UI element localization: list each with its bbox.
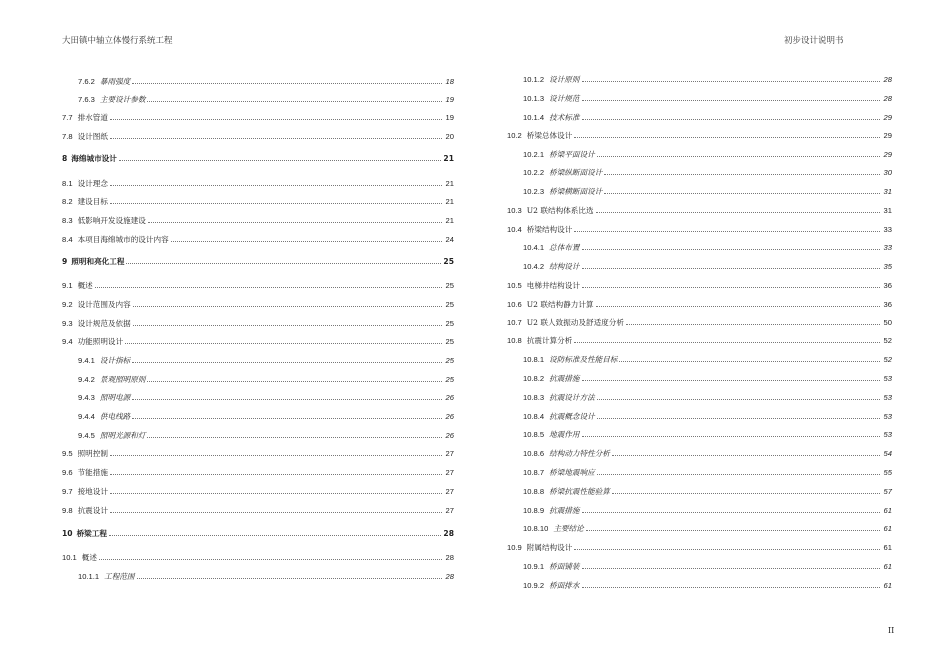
- toc-entry-page: 61: [883, 543, 892, 552]
- toc-entry-title: 概述: [77, 281, 93, 290]
- toc-entry-title: 桥梁抗震性能验算: [549, 487, 610, 496]
- toc-entry-page: 31: [883, 187, 892, 196]
- toc-entry[interactable]: [507, 352, 892, 364]
- toc-entry[interactable]: [507, 278, 892, 290]
- toc-entry-number: 10.8.4: [523, 412, 545, 421]
- toc-entry[interactable]: [62, 465, 454, 477]
- toc-entry-page: 29: [883, 113, 892, 122]
- toc-entry-number: 10.8.2: [523, 374, 545, 383]
- dot-leader: [137, 578, 443, 579]
- toc-entry-number: 10.8.10: [523, 524, 549, 533]
- dot-leader: [147, 101, 442, 102]
- toc-entry-number: 10.1.4: [523, 113, 545, 122]
- toc-entry-title: 低影响开发设施建设: [77, 216, 146, 225]
- dot-leader: [597, 418, 880, 419]
- dot-leader: [596, 212, 880, 213]
- dot-leader: [132, 362, 442, 363]
- dot-leader: [574, 137, 880, 138]
- toc-entry-page: 53: [883, 412, 892, 421]
- toc-entry-page: 52: [883, 355, 892, 364]
- toc-entry-number: 10.7: [507, 318, 522, 327]
- toc-entry-page: 31: [883, 206, 892, 215]
- toc-entry-title: 地震作用: [549, 430, 580, 439]
- toc-entry[interactable]: [507, 371, 892, 383]
- toc-entry[interactable]: [507, 390, 892, 402]
- toc-entry-page: 25: [445, 375, 454, 384]
- toc-entry-number: 10.8: [507, 336, 522, 345]
- toc-entry-title: 桥梁地震响应: [549, 468, 595, 477]
- toc-entry-title: 照明和亮化工程: [71, 257, 125, 266]
- toc-entry-title: 技术标准: [549, 113, 580, 122]
- toc-entry-number: 7.6.2: [78, 77, 95, 86]
- toc-entry-page: 33: [883, 225, 892, 234]
- dot-leader: [133, 325, 442, 326]
- toc-entry-number: 9.4.4: [78, 412, 95, 421]
- toc-entry[interactable]: [507, 578, 892, 590]
- toc-entry[interactable]: [62, 503, 454, 515]
- toc-entry-number: 10.3: [507, 206, 522, 215]
- dot-leader: [125, 343, 442, 344]
- toc-entry-number: 9.5: [62, 449, 73, 458]
- toc-entry[interactable]: [507, 165, 892, 177]
- dot-leader: [582, 380, 881, 381]
- dot-leader: [612, 493, 880, 494]
- dot-leader: [619, 361, 880, 362]
- toc-entry[interactable]: [62, 213, 454, 225]
- toc-entry-number: 10.8.6: [523, 449, 545, 458]
- toc-entry-number: 10.8.8: [523, 487, 545, 496]
- toc-entry-page: 33: [883, 243, 892, 252]
- toc-entry[interactable]: [507, 72, 892, 84]
- toc-entry[interactable]: [507, 297, 892, 309]
- toc-entry-title: 桥面排水: [549, 581, 580, 590]
- toc-entry[interactable]: [62, 278, 454, 290]
- dot-leader: [110, 185, 442, 186]
- toc-entry-number: 10.9.2: [523, 581, 545, 590]
- toc-entry-page: 25: [445, 281, 454, 290]
- toc-entry-number: 9.4.1: [78, 356, 95, 365]
- toc-entry-title: 暴雨强度: [99, 77, 131, 86]
- dot-leader: [582, 119, 881, 120]
- toc-entry-title: 桥面铺装: [549, 562, 580, 571]
- toc-entry-title: 照明电源: [99, 393, 131, 402]
- toc-entry-number: 10.8.5: [523, 430, 545, 439]
- toc-entry[interactable]: [507, 521, 892, 533]
- toc-entry-number: 10.9: [507, 543, 522, 552]
- toc-entry-number: 10.4: [507, 225, 522, 234]
- toc-entry-title: 设计理念: [77, 179, 108, 188]
- toc-entry-page: 35: [883, 262, 892, 271]
- toc-entry-number: 10.8.7: [523, 468, 545, 477]
- toc-entry-page: 28: [445, 572, 454, 581]
- dot-leader: [586, 530, 880, 531]
- toc-entry-number: 10.1: [62, 553, 77, 562]
- dot-leader: [119, 160, 442, 161]
- toc-entry-number: 10.8.9: [523, 506, 545, 515]
- dot-leader: [626, 324, 880, 325]
- toc-entry[interactable]: [62, 74, 454, 86]
- dot-leader: [126, 263, 441, 264]
- toc-entry-title: 总体布置: [549, 243, 580, 252]
- toc-entry[interactable]: [507, 222, 892, 234]
- toc-entry-number: 8.4: [62, 235, 73, 244]
- toc-entry[interactable]: [507, 259, 892, 271]
- toc-entry-page: 25: [445, 300, 454, 309]
- toc-entry-page: 53: [883, 393, 892, 402]
- dot-leader: [582, 249, 881, 250]
- toc-entry[interactable]: [62, 92, 454, 104]
- toc-entry[interactable]: [62, 353, 454, 365]
- dot-leader: [582, 81, 881, 82]
- dot-leader: [148, 222, 442, 223]
- toc-entry-title: 设计范围及内容: [77, 300, 131, 309]
- toc-entry-page: 57: [883, 487, 892, 496]
- toc-entry-number: 8.3: [62, 216, 73, 225]
- dot-leader: [574, 549, 880, 550]
- toc-entry-number: 10.1.1: [78, 572, 100, 581]
- toc-entry-page: 61: [883, 581, 892, 590]
- toc-entry[interactable]: [62, 334, 454, 346]
- toc-entry[interactable]: [62, 550, 454, 562]
- toc-entry[interactable]: [62, 372, 454, 384]
- toc-entry-page: 28: [445, 553, 454, 562]
- dot-leader: [110, 119, 442, 120]
- dot-leader: [612, 455, 880, 456]
- toc-entry-page: 50: [883, 318, 892, 327]
- toc-entry[interactable]: [507, 333, 892, 345]
- toc-entry[interactable]: [507, 128, 892, 140]
- toc-entry[interactable]: [62, 254, 454, 266]
- dot-leader: [132, 418, 442, 419]
- toc-entry-title: 工程范围: [104, 572, 135, 581]
- toc-entry[interactable]: [62, 129, 454, 141]
- toc-entry-page: 55: [883, 468, 892, 477]
- toc-entry[interactable]: [507, 203, 892, 215]
- toc-entry-page: 25: [445, 356, 454, 365]
- toc-entry[interactable]: [507, 465, 892, 477]
- toc-entry[interactable]: [507, 315, 892, 327]
- toc-entry-page: 53: [883, 374, 892, 383]
- toc-entry-number: 10.8.3: [523, 393, 545, 402]
- toc-entry-page: 26: [445, 393, 454, 402]
- toc-entry[interactable]: [62, 151, 454, 163]
- toc-entry-title: 设防标准及性能目标: [549, 355, 618, 364]
- toc-entry-title: 设计指标: [99, 356, 131, 365]
- dot-leader: [574, 342, 880, 343]
- toc-entry-title: 桥梁横断面设计: [549, 187, 603, 196]
- toc-entry-title: 桥梁纵断面设计: [549, 168, 603, 177]
- toc-entry-title: 桥梁平面设计: [549, 150, 595, 159]
- toc-entry-title: 节能措施: [77, 468, 108, 477]
- toc-entry-title: 建设目标: [77, 197, 108, 206]
- toc-entry-page: 18: [445, 77, 454, 86]
- toc-entry-title: 照明控制: [77, 449, 108, 458]
- toc-entry[interactable]: [62, 232, 454, 244]
- toc-entry-page: 20: [445, 132, 454, 141]
- toc-entry[interactable]: [507, 540, 892, 552]
- toc-entry-number: 10: [62, 529, 73, 538]
- dot-leader: [582, 268, 881, 269]
- toc-entry-number: 8.1: [62, 179, 73, 188]
- toc-entry-number: 10.2.2: [523, 168, 545, 177]
- dot-leader: [582, 587, 881, 588]
- toc-entry-title: 景观照明原则: [99, 375, 146, 384]
- toc-entry-title: 功能照明设计: [77, 337, 124, 346]
- toc-entry-number: 9.7: [62, 487, 73, 496]
- toc-entry-page: 30: [883, 168, 892, 177]
- toc-entry[interactable]: [507, 240, 892, 252]
- dot-leader: [147, 381, 442, 382]
- toc-entry-number: 9.1: [62, 281, 73, 290]
- toc-entry-title: 抗震设计方法: [549, 393, 595, 402]
- toc-entry-page: 19: [445, 95, 454, 104]
- dot-leader: [604, 174, 880, 175]
- dot-leader: [596, 306, 880, 307]
- toc-entry-number: 10.5: [507, 281, 522, 290]
- toc-entry[interactable]: [62, 176, 454, 188]
- toc-entry-title: 设计规范: [549, 94, 580, 103]
- toc-entry[interactable]: [507, 91, 892, 103]
- toc-entry-page: 28: [883, 94, 892, 103]
- toc-entry-page: 27: [445, 506, 454, 515]
- dot-leader: [110, 203, 442, 204]
- toc-entry-page: 61: [883, 506, 892, 515]
- dot-leader: [597, 474, 880, 475]
- toc-entry[interactable]: [62, 316, 454, 328]
- toc-entry-page: 36: [883, 281, 892, 290]
- toc-entry-title: 主要结论: [553, 524, 584, 533]
- toc-entry-title: U2 联人致振动及舒适度分析: [526, 318, 624, 327]
- toc-entry[interactable]: [62, 428, 454, 440]
- dot-leader: [132, 83, 442, 84]
- running-header-right: 初步设计说明书: [784, 36, 844, 46]
- toc-entry[interactable]: [507, 409, 892, 421]
- toc-entry-title: 抗震措施: [549, 506, 580, 515]
- toc-entry-number: 10.8.1: [523, 355, 545, 364]
- toc-entry[interactable]: [62, 390, 454, 402]
- dot-leader: [147, 437, 442, 438]
- toc-entry-page: 26: [445, 412, 454, 421]
- toc-entry-number: 7.6.3: [78, 95, 95, 104]
- toc-entry-number: 10.2.3: [523, 187, 545, 196]
- dot-leader: [95, 287, 442, 288]
- dot-leader: [110, 455, 442, 456]
- dot-leader: [133, 306, 442, 307]
- toc-entry-page: 27: [445, 449, 454, 458]
- toc-entry-number: 7.7: [62, 113, 73, 122]
- toc-entry-title: 概述: [81, 553, 97, 562]
- toc-entry[interactable]: [507, 147, 892, 159]
- toc-entry-page: 21: [445, 197, 454, 206]
- page-number: II: [888, 626, 895, 635]
- toc-entry-title: 桥梁结构设计: [526, 225, 573, 234]
- toc-entry-number: 8: [62, 154, 68, 163]
- toc-entry-title: 附属结构设计: [526, 543, 573, 552]
- toc-entry[interactable]: [507, 446, 892, 458]
- toc-entry-title: 桥梁工程: [76, 529, 107, 538]
- toc-entry[interactable]: [62, 409, 454, 421]
- toc-entry-number: 10.9.1: [523, 562, 545, 571]
- dot-leader: [597, 399, 880, 400]
- dot-leader: [582, 100, 881, 101]
- toc-entry[interactable]: [507, 559, 892, 571]
- toc-entry[interactable]: [62, 446, 454, 458]
- toc-entry[interactable]: [507, 427, 892, 439]
- toc-entry-number: 9.4.2: [78, 375, 95, 384]
- toc-entry-page: 36: [883, 300, 892, 309]
- dot-leader: [582, 287, 880, 288]
- toc-entry-number: 10.2.1: [523, 150, 545, 159]
- toc-entry[interactable]: [62, 484, 454, 496]
- toc-entry-number: 7.8: [62, 132, 73, 141]
- toc-entry-number: 10.4.2: [523, 262, 545, 271]
- toc-entry-title: 照明光源和灯: [99, 431, 146, 440]
- dot-leader: [110, 493, 442, 494]
- toc-entry[interactable]: [62, 526, 454, 538]
- toc-entry-page: 19: [445, 113, 454, 122]
- toc-entry-page: 28: [883, 75, 892, 84]
- toc-entry-page: 53: [883, 430, 892, 439]
- dot-leader: [582, 568, 881, 569]
- toc-entry-number: 9.4: [62, 337, 73, 346]
- toc-entry-title: 设计规范及依据: [77, 319, 131, 328]
- toc-entry-page: 21: [443, 154, 454, 163]
- toc-entry-number: 9.8: [62, 506, 73, 515]
- dot-leader: [132, 399, 442, 400]
- toc-entry-page: 52: [883, 336, 892, 345]
- toc-entry-title: 主要设计参数: [99, 95, 146, 104]
- toc-entry-number: 10.4.1: [523, 243, 545, 252]
- toc-entry-page: 54: [883, 449, 892, 458]
- toc-entry-title: 结构设计: [549, 262, 580, 271]
- toc-entry-title: 排水管道: [77, 113, 108, 122]
- toc-entry-title: 抗震措施: [549, 374, 580, 383]
- dot-leader: [109, 535, 441, 536]
- toc-entry[interactable]: [62, 569, 454, 581]
- toc-entry[interactable]: [507, 184, 892, 196]
- toc-entry-number: 9.4.5: [78, 431, 95, 440]
- toc-entry-title: U2 联结构静力计算: [526, 300, 594, 309]
- toc-entry[interactable]: [62, 110, 454, 122]
- toc-entry-title: 桥梁总体设计: [526, 131, 573, 140]
- toc-entry-page: 25: [443, 257, 454, 266]
- toc-entry-number: 9.6: [62, 468, 73, 477]
- dot-leader: [574, 231, 880, 232]
- toc-entry-title: 接地设计: [77, 487, 108, 496]
- dot-leader: [582, 512, 881, 513]
- toc-entry-title: 设计图纸: [77, 132, 108, 141]
- dot-leader: [582, 436, 881, 437]
- toc-entry-page: 21: [445, 216, 454, 225]
- toc-entry-number: 10.1.2: [523, 75, 545, 84]
- dot-leader: [110, 474, 442, 475]
- toc-entry-title: 供电线路: [99, 412, 131, 421]
- toc-entry[interactable]: [507, 503, 892, 515]
- toc-entry-title: 抗震计算分析: [526, 336, 573, 345]
- toc-entry-title: 设计原则: [549, 75, 580, 84]
- toc-entry-number: 9.4.3: [78, 393, 95, 402]
- toc-entry-page: 28: [443, 529, 454, 538]
- toc-entry-page: 26: [445, 431, 454, 440]
- toc-entry-page: 61: [883, 524, 892, 533]
- toc-entry-page: 25: [445, 319, 454, 328]
- toc-entry[interactable]: [507, 110, 892, 122]
- toc-entry-title: 抗震设计: [77, 506, 108, 515]
- running-header-left: 大田镇中轴立体慢行系统工程: [62, 36, 173, 46]
- dot-leader: [110, 138, 442, 139]
- toc-entry-page: 61: [883, 562, 892, 571]
- toc-entry-number: 8.2: [62, 197, 73, 206]
- toc-entry[interactable]: [507, 484, 892, 496]
- toc-entry-page: 25: [445, 337, 454, 346]
- toc-entry-page: 29: [883, 150, 892, 159]
- toc-entry[interactable]: [62, 194, 454, 206]
- toc-entry-number: 10.1.3: [523, 94, 545, 103]
- toc-entry-number: 9.2: [62, 300, 73, 309]
- toc-entry-number: 10.2: [507, 131, 522, 140]
- toc-entry-number: 10.6: [507, 300, 522, 309]
- dot-leader: [110, 512, 442, 513]
- dot-leader: [99, 559, 442, 560]
- toc-entry-title: 电梯井结构设计: [526, 281, 580, 290]
- toc-entry-title: 本项目海绵城市的设计内容: [77, 235, 169, 244]
- dot-leader: [171, 241, 442, 242]
- toc-entry-number: 9: [62, 257, 68, 266]
- toc-entry-number: 9.3: [62, 319, 73, 328]
- toc-entry-page: 24: [445, 235, 454, 244]
- toc-entry-page: 27: [445, 487, 454, 496]
- dot-leader: [597, 156, 880, 157]
- toc-entry-title: 抗震概念设计: [549, 412, 595, 421]
- dot-leader: [604, 193, 880, 194]
- toc-entry-page: 21: [445, 179, 454, 188]
- toc-entry-title: U2 联结构体系比选: [526, 206, 594, 215]
- toc-entry[interactable]: [62, 297, 454, 309]
- toc-entry-page: 27: [445, 468, 454, 477]
- toc-entry-page: 29: [883, 131, 892, 140]
- toc-entry-title: 结构动力特性分析: [549, 449, 610, 458]
- toc-entry-title: 海绵城市设计: [71, 154, 117, 163]
